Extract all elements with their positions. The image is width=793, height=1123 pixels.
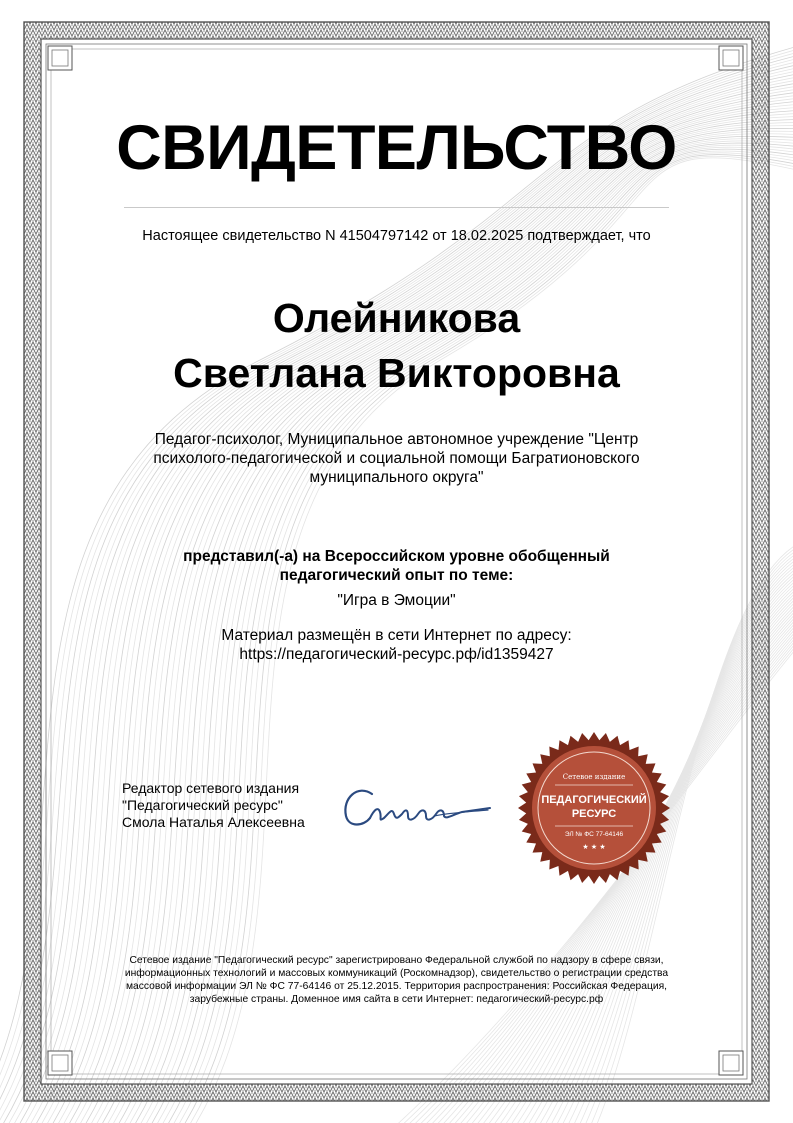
presented-statement: представил(-а) на Всероссийском уровне обобщенный педагогический опыт по теме: <box>183 548 610 584</box>
recipient-given-names: Светлана Викторовна <box>173 350 620 396</box>
seal-stars: ★ ★ ★ <box>582 843 606 851</box>
certificate-title: СВИДЕТЕЛЬСТВО <box>116 113 677 183</box>
seal-line2: РЕСУРС <box>571 808 617 820</box>
editor-title: Редактор сетевого издания <box>122 780 300 796</box>
editor-block <box>122 780 305 831</box>
seal-top-text: Сетевое издание <box>562 773 626 781</box>
editor-name: Смола Наталья Алексеевна <box>122 814 305 830</box>
material-label: Материал размещён в сети Интернет по адресу: <box>221 627 572 644</box>
topic-title: "Игра в Эмоции" <box>337 592 456 609</box>
material-url: https://педагогический-ресурс.рф/id1359427 <box>239 646 554 663</box>
publication-seal <box>517 731 671 885</box>
recipient-position: Педагог-психолог, Муниципальное автономное учреждение "Центр психолого-педагогической и социальной помощи Багратионовского муниципального округа" <box>153 431 640 486</box>
certificate-intro: Настоящее свидетельство N 41504797142 от 18.02.2025 подтверждает, что <box>142 228 651 244</box>
seal-line1: ПЕДАГОГИЧЕСКИЙ <box>541 794 647 806</box>
title-divider <box>124 207 669 208</box>
recipient-surname: Олейникова <box>272 295 521 341</box>
seal-reg-number: ЭЛ № ФС 77-64146 <box>564 831 624 838</box>
legal-notice: Сетевое издание "Педагогический ресурс" зарегистрировано Федеральной службой по надзору в сфере связи, информационных технологий и массовых коммуникаций (Роскомнадзор), свидетельство о регистрации средства массовой информации ЭЛ № ФС 77-64146 от 25.12.2015. Территория распространения: Российская Федерация, зарубежные страны. Доменное имя сайта в сети Интернет: педагогический-ресурс.рф <box>124 955 669 1005</box>
editor-publication: "Педагогический ресурс" <box>122 797 283 813</box>
editor-signature <box>338 772 498 842</box>
